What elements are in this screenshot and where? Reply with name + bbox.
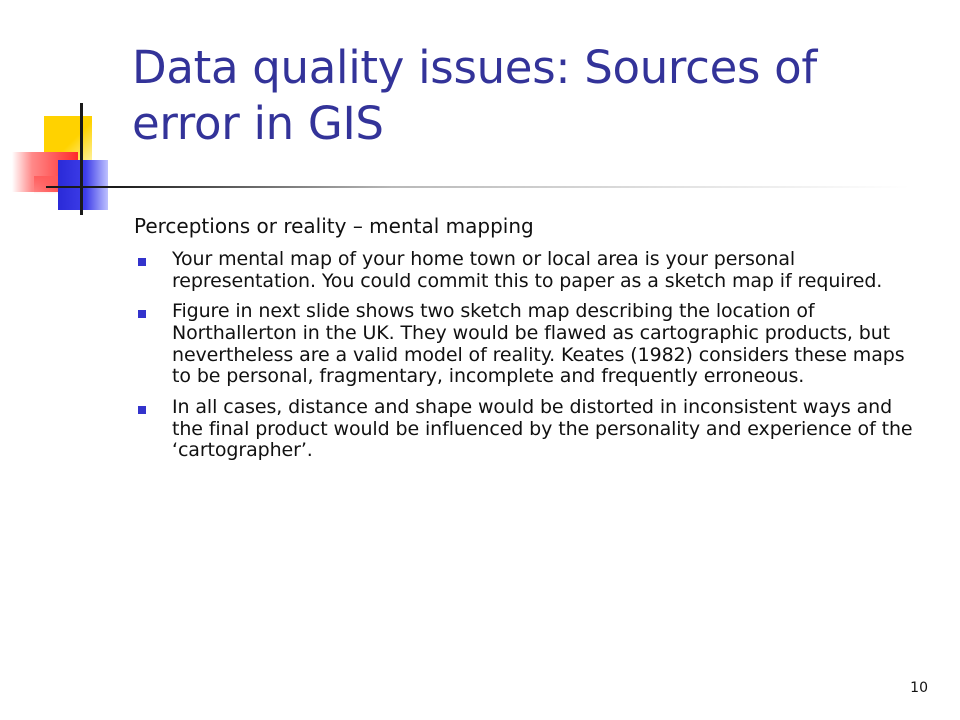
bullet-text: Your mental map of your home town or local area is your personal representation. You could commit this to paper as a sketch map if required. — [172, 248, 883, 292]
slide-body — [134, 214, 924, 471]
page-number: 10 — [910, 680, 928, 696]
title-underline — [46, 186, 910, 188]
subheading: Perceptions or reality – mental mapping — [134, 214, 534, 238]
bullet-list — [134, 249, 924, 462]
bullet-item — [134, 301, 924, 388]
square-bullet-icon — [138, 258, 146, 266]
square-bullet-icon — [138, 406, 146, 414]
square-bullet-icon — [138, 310, 146, 318]
bullet-text: In all cases, distance and shape would be distorted in inconsistent ways and the final product would be influenced by the personality and experience of the ‘cartographer’. — [172, 395, 913, 462]
bullet-text: Figure in next slide shows two sketch map describing the location of Northallerton in the UK. They would be flawed as cartographic products, but nevertheless are a valid model of reality. Keates (1982) considers these maps to be personal, fragmentary, incomplete and frequently erroneous. — [172, 300, 905, 388]
slide-title: Data quality issues: Sources of error in GIS — [132, 41, 817, 150]
decorative-vertical-line — [80, 103, 83, 215]
decorative-blue-block — [58, 160, 108, 210]
bullet-item — [134, 249, 924, 292]
bullet-item — [134, 397, 924, 462]
